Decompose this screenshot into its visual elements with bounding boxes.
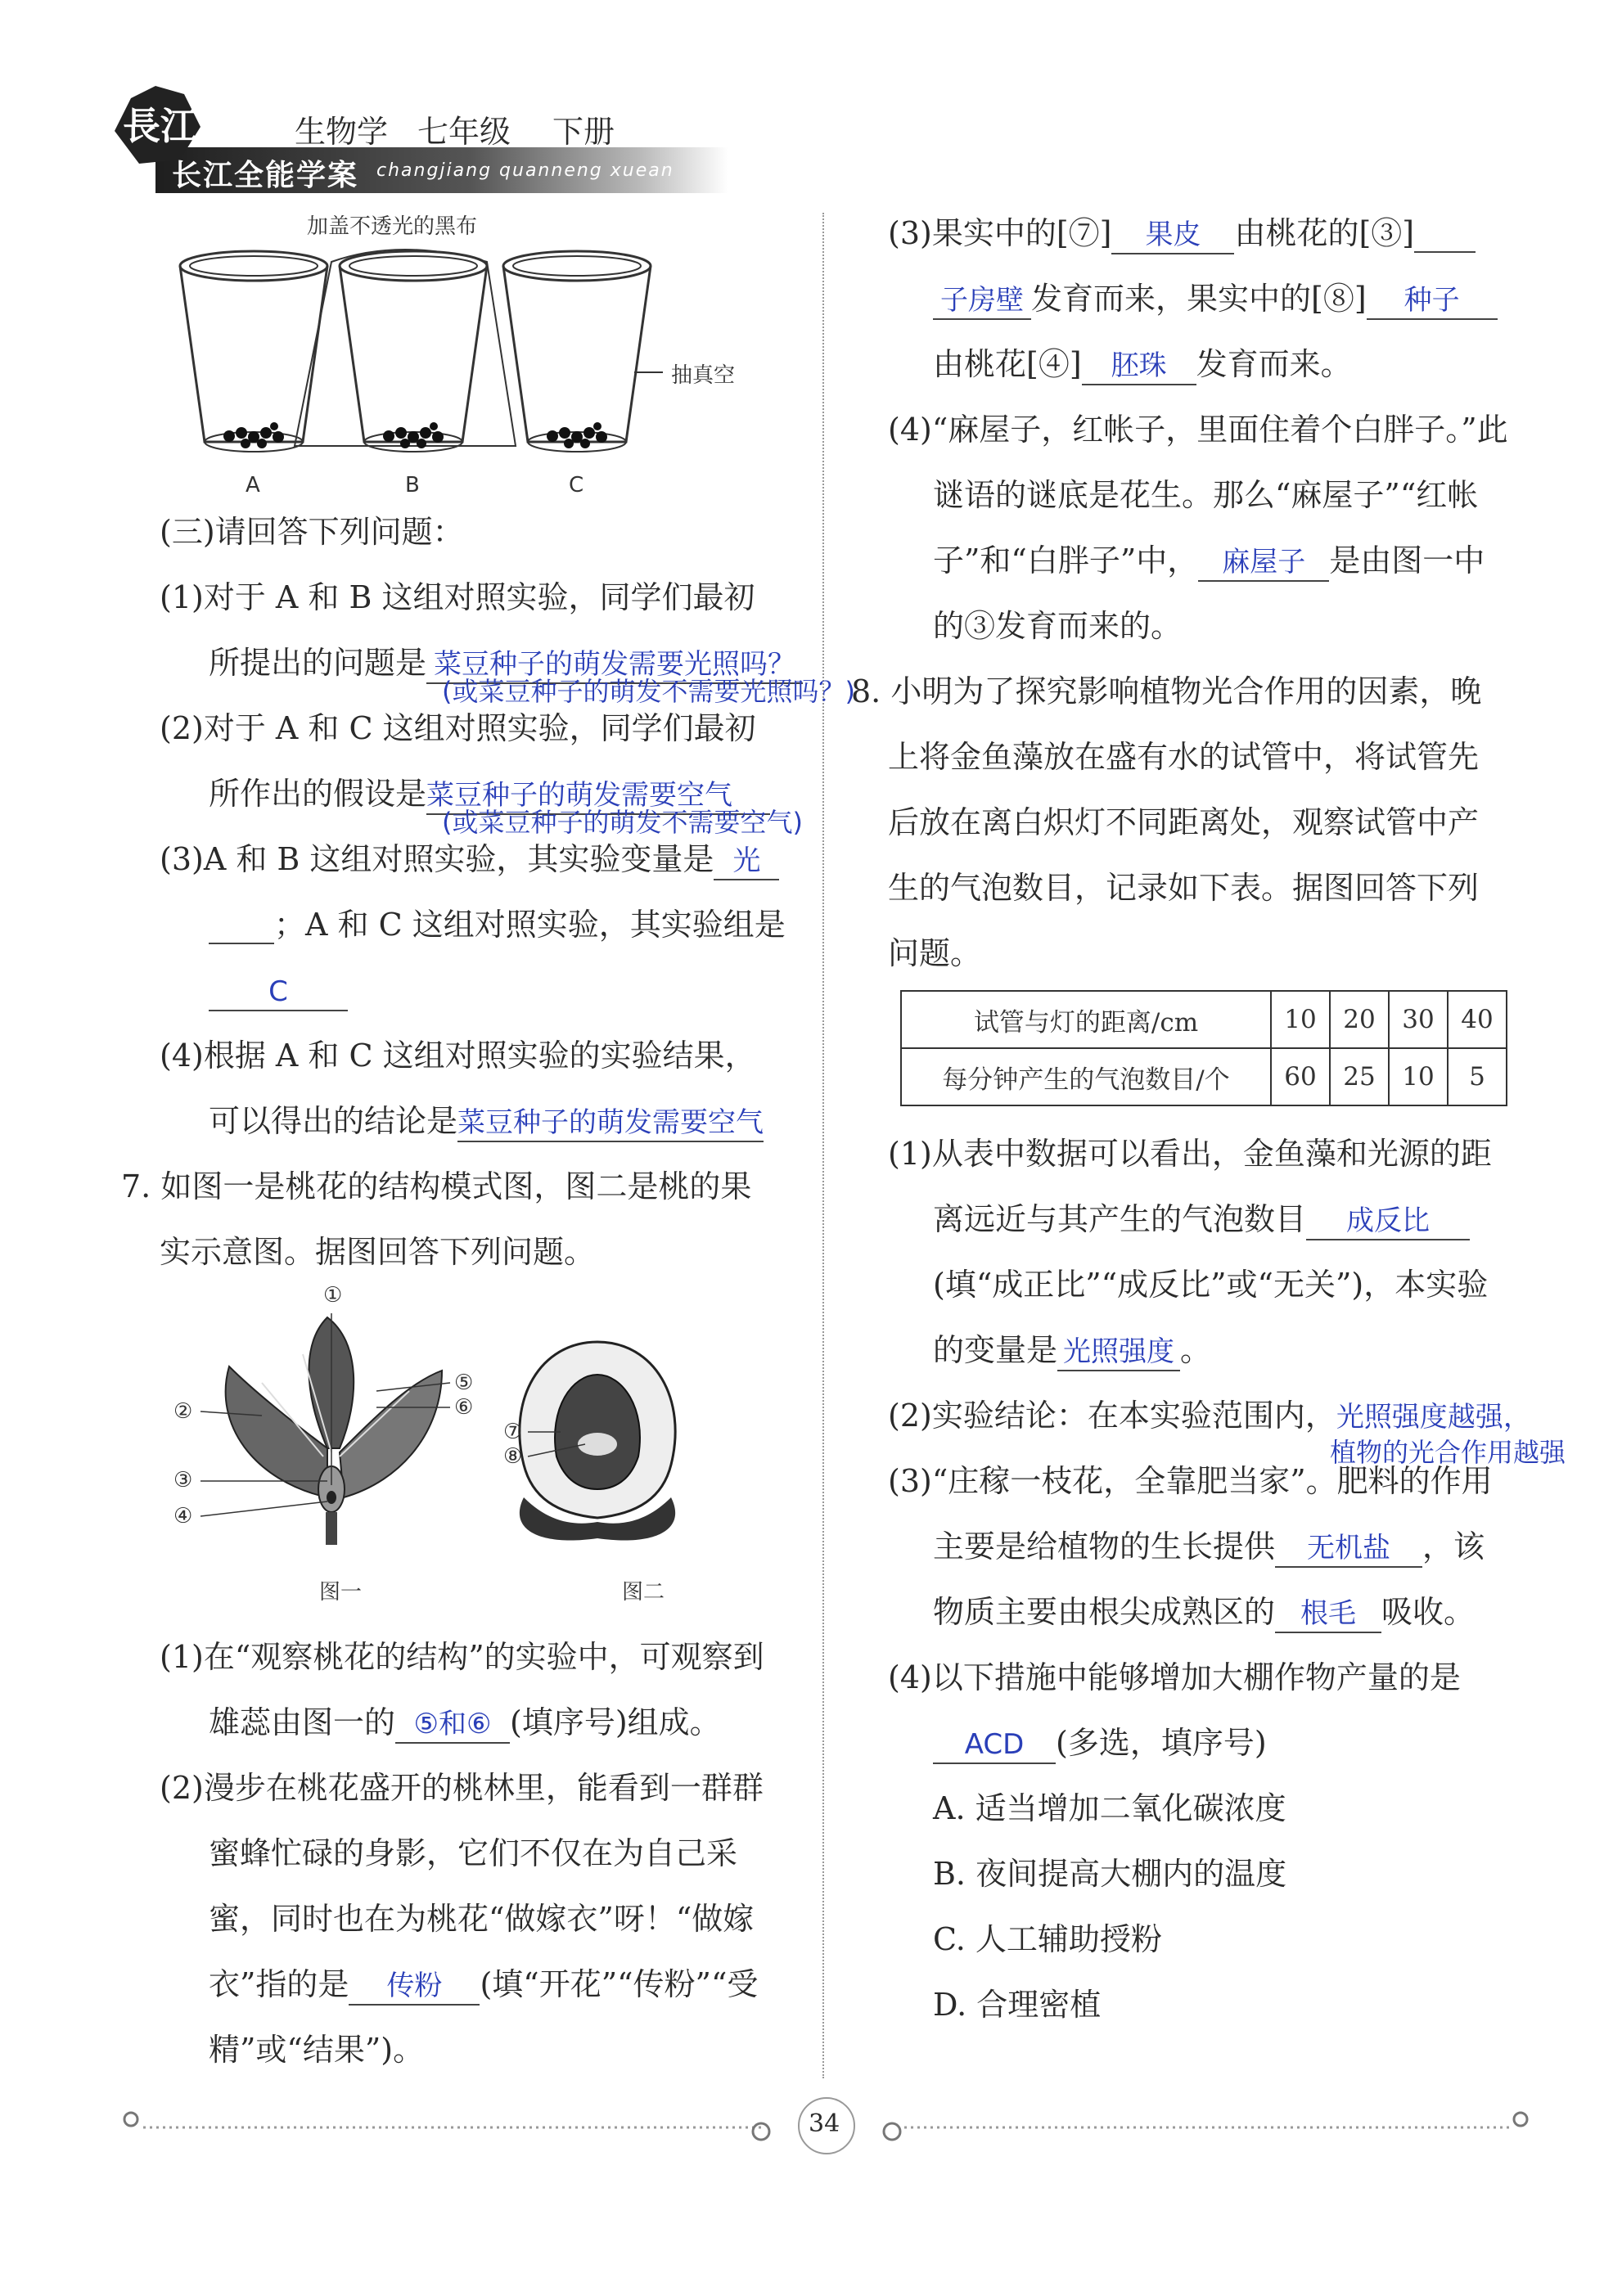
column-divider: [822, 213, 824, 2078]
right-q8-4-line2: ACD (多选，填序号): [933, 1710, 1267, 1776]
q1-answer-alt: (或菜豆种子的萌发不需要光照吗？): [442, 676, 855, 707]
fig1-label-2: ②: [173, 1399, 193, 1424]
r-q4-answer: 麻屋子: [1198, 544, 1329, 582]
option-a: A. 适当增加二氧化碳浓度: [933, 1790, 1286, 1826]
header: [106, 82, 728, 205]
left-q7-2-line2: 蜜蜂忙碌的身影，它们不仅在为自己采: [209, 1835, 738, 1871]
left-q4-line2: 可以得出的结论是菜豆种子的萌发需要空气: [209, 1088, 764, 1154]
fig1-label-5: ⑤: [454, 1371, 474, 1395]
fig1-label-1: ①: [323, 1283, 343, 1308]
q7-2-answer: 传粉: [349, 1968, 480, 2006]
q3-answer2: C: [209, 974, 348, 1011]
r-q8-3-answer2: 根毛: [1275, 1596, 1381, 1633]
svg-text:長江: 長江: [123, 104, 198, 148]
right-q8-1-line2: 离远近与其产生的气泡数目 成反比: [933, 1186, 1470, 1252]
right-q3-line1: (3)果实中的[⑦] 果皮 由桃花的[③]: [888, 200, 1476, 266]
right-q8-3-line2: 主要是给植物的生长提供 无机盐 ，该: [933, 1514, 1485, 1579]
left-q7-line2: 实示意图。据图回答下列问题。: [160, 1234, 596, 1270]
header-volume: 下册: [552, 114, 615, 150]
q2-answer: 菜豆种子的萌发需要空气: [426, 777, 770, 815]
table-cell: 5: [1448, 1048, 1507, 1105]
q3-answer: 光: [714, 843, 779, 880]
flower-diagram: [226, 1317, 442, 1545]
r-q3-answer-b: 子房壁: [933, 282, 1031, 320]
logo-text: 长江全能学案: [172, 159, 359, 192]
table-row-label: 试管与灯的距离/cm: [901, 991, 1271, 1048]
option-c: C. 人工辅助授粉: [933, 1921, 1162, 1957]
r-q8-3-answer: 无机盐: [1275, 1530, 1422, 1568]
q3-blank-cont: [209, 907, 274, 944]
r-q3-blank: [1414, 215, 1476, 253]
left-q7-1-line1: (1)在“观察桃花的结构”的实验中，可观察到: [160, 1639, 764, 1675]
left-q7-2-line5: 精”或“结果”)。: [209, 2032, 425, 2068]
r-q8-4-answer: ACD: [933, 1727, 1056, 1764]
table-cell: 20: [1330, 991, 1389, 1048]
left-q1-line2: 所提出的问题是 菜豆种子的萌发需要光照吗？: [209, 630, 803, 696]
r-q3-answer-a: 果皮: [1111, 217, 1234, 254]
header-pinyin: changjiang quanneng xuean: [376, 160, 674, 181]
right-q8-3-line3: 物质主要由根尖成熟区的 根毛 吸收。: [933, 1579, 1475, 1645]
fig1-label-3: ③: [173, 1468, 193, 1492]
bubble-table: [900, 990, 1507, 1106]
r-q3-answer-c: 种子: [1367, 282, 1498, 320]
r-q3-answer-d: 胚珠: [1082, 348, 1196, 385]
fig2-label-8: ⑧: [503, 1444, 523, 1469]
header-subject: 生物学: [295, 114, 389, 150]
cups-figure: [164, 205, 769, 507]
option-d: D. 合理密植: [933, 1987, 1102, 2023]
right-q8-line3: 后放在离白炽灯不同距离处，观察试管中产: [888, 804, 1480, 840]
left-q7-2-line4: 衣”指的是 传粉 (填“开花”“传粉”“受: [209, 1952, 758, 2017]
cup-label-c: C: [569, 473, 584, 497]
r-q8-1-answer2: 光照强度: [1057, 1334, 1180, 1371]
left-q3-line3: [209, 957, 348, 1023]
cloth-label: 加盖不透光的黑布: [307, 214, 478, 239]
right-q4-line2: 谜语的谜底是花生。那么“麻屋子”“红帐: [933, 477, 1479, 513]
fig1-caption: 图一: [319, 1580, 363, 1605]
left-q7-2-line1: (2)漫步在桃花盛开的桃林里，能看到一群群: [160, 1770, 764, 1806]
left-q7-1-line2: 雄蕊由图一的 ⑤和⑥ (填序号)组成。: [209, 1690, 721, 1755]
vacuum-label: 抽真空: [671, 363, 736, 388]
right-q8-1-line1: (1)从表中数据可以看出，金鱼藻和光源的距: [888, 1136, 1492, 1172]
right-q3-line3: 由桃花[④] 胚珠 发育而来。: [933, 331, 1352, 397]
right-q4-line3: 子”和“白胖子”中， 麻屋子 是由图一中: [933, 528, 1485, 593]
left-q3-line1: (3)A 和 B 这组对照实验，其实验变量是 光: [160, 826, 779, 892]
fig2-caption: 图二: [622, 1580, 665, 1605]
fig1-label-4: ④: [173, 1504, 193, 1528]
page-number: 34: [809, 2109, 840, 2138]
left-q2-line1: (2)对于 A 和 C 这组对照实验，同学们最初: [160, 710, 756, 746]
right-q8-line2: 上将金鱼藻放在盛有水的试管中，将试管先: [888, 739, 1480, 775]
right-q8-1-line3: (填“成正比”“成反比”或“无关”)，本实验: [933, 1267, 1489, 1303]
peach-fruit-diagram: [520, 1342, 675, 1541]
right-q8-line1: 8. 小明为了探究影响植物光合作用的因素，晚: [851, 673, 1482, 709]
left-q2-line2: 所作出的假设是菜豆种子的萌发需要空气: [209, 761, 770, 826]
cups-diagram: [164, 205, 769, 507]
right-q4-line4: 的③发育而来的。: [933, 608, 1183, 644]
r-q8-2-answer-cont: 植物的光合作用越强: [1330, 1437, 1566, 1468]
footer: [115, 2087, 1539, 2160]
header-grade: 七年级: [417, 114, 511, 150]
right-q8-4-line1: (4)以下措施中能够增加大棚作物产量的是: [888, 1659, 1461, 1695]
q1-answer: 菜豆种子的萌发需要光照吗？: [426, 646, 803, 684]
peach-figures: [164, 1283, 769, 1620]
table-cell: 10: [1271, 991, 1330, 1048]
right-q8-3-line1: (3)“庄稼一枝花，全靠肥当家”。肥料的作用: [888, 1463, 1493, 1499]
table-cell: 30: [1389, 991, 1448, 1048]
r-q8-2-answer: 光照强度越强，: [1336, 1401, 1531, 1434]
right-q4-line1: (4)“麻屋子，红帐子，里面住着个白胖子。”此: [888, 412, 1508, 448]
table-cell: 60: [1271, 1048, 1330, 1105]
left-q7-2-line3: 蜜，同时也在为桃花“做嫁衣”呀！“做嫁: [209, 1901, 755, 1937]
left-q3-line2: ；A 和 C 这组对照实验，其实验组是: [209, 892, 786, 957]
table-row: [901, 991, 1507, 1048]
left-q7-line1: 7. 如图一是桃花的结构模式图，图二是桃的果: [121, 1168, 752, 1204]
right-q3-line2: 子房壁 发育而来，果实中的[⑧] 种子: [933, 266, 1498, 331]
cup-label-b: B: [405, 473, 420, 497]
section-title: (三)请回答下列问题：: [160, 514, 464, 550]
cup-label-a: A: [246, 473, 260, 497]
peach-diagrams: [164, 1293, 769, 1563]
left-q4-line1: (4)根据 A 和 C 这组对照实验的实验结果，: [160, 1038, 756, 1074]
option-b: B. 夜间提高大棚内的温度: [933, 1856, 1287, 1892]
left-q1-line1: (1)对于 A 和 B 这组对照实验，同学们最初: [160, 579, 755, 615]
right-q8-1-line4: 的变量是 光照强度 。: [933, 1317, 1211, 1383]
q2-answer-alt: (或菜豆种子的萌发不需要空气): [442, 807, 803, 838]
table-row-label: 每分钟产生的气泡数目/个: [901, 1048, 1271, 1105]
fig1-label-6: ⑥: [454, 1395, 474, 1420]
table-cell: 10: [1389, 1048, 1448, 1105]
right-q8-line4: 生的气泡数目，记录如下表。据图回答下列: [888, 870, 1480, 906]
r-q8-1-answer: 成反比: [1306, 1203, 1470, 1240]
table-cell: 40: [1448, 991, 1507, 1048]
table-row: [901, 1048, 1507, 1105]
table-cell: 25: [1330, 1048, 1389, 1105]
fig2-label-7: ⑦: [503, 1420, 523, 1444]
right-q8-line5: 问题。: [888, 935, 982, 971]
q4-answer: 菜豆种子的萌发需要空气: [457, 1105, 764, 1142]
q7-1-answer: ⑤和⑥: [395, 1706, 510, 1744]
right-q8-2-line1: (2)实验结论：在本实验范围内，光照强度越强，: [888, 1398, 1531, 1434]
